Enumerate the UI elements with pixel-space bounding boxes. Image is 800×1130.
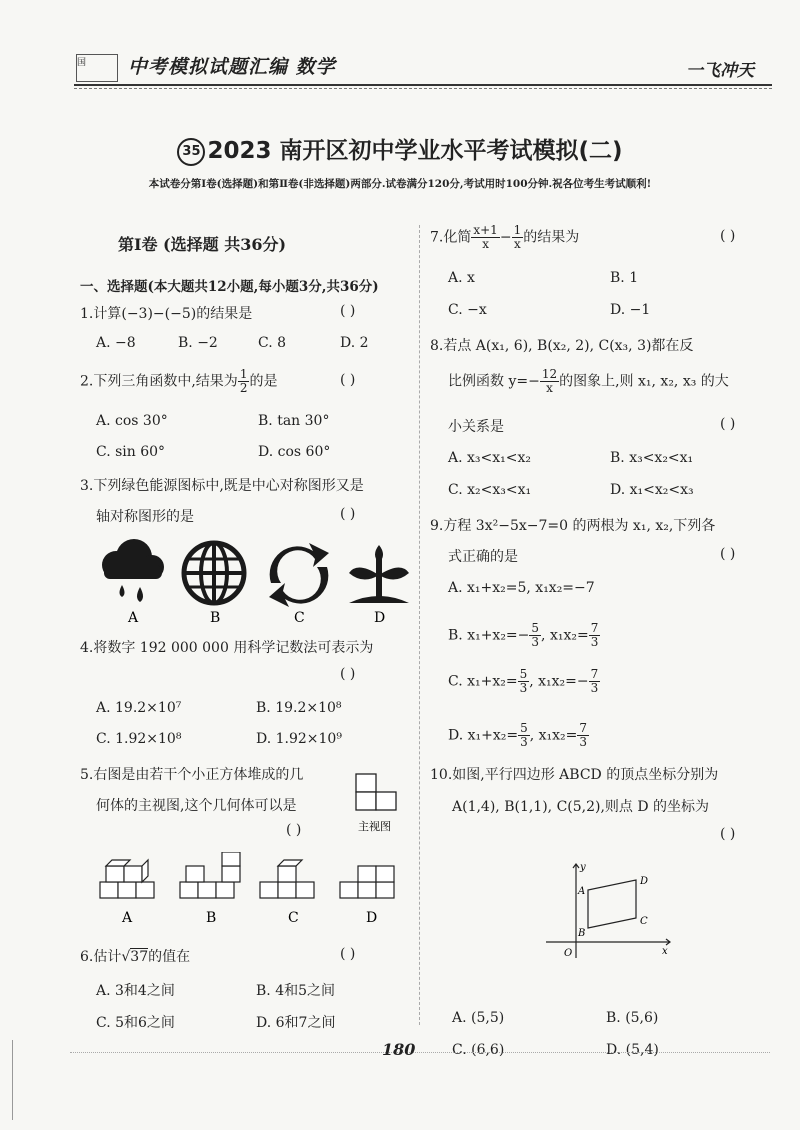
q9-c-mid: , x₁x₂=−: [529, 673, 589, 690]
axis-x-label: x: [662, 946, 668, 957]
q2-option-d: D. cos 60°: [258, 444, 331, 460]
exam-number-badge: 35: [177, 138, 205, 166]
q6-option-c: C. 5和6之间: [96, 1015, 175, 1031]
q1-option-b: B. −2: [178, 335, 218, 351]
part1-title: 第Ⅰ卷 (选择题 共36分): [118, 235, 287, 254]
q9-b-frac-1: [529, 622, 541, 649]
q6-stem-post: 的值在: [148, 949, 191, 965]
q2-option-c: C. sin 60°: [96, 444, 166, 460]
q9-stem-line2: 式正确的是: [448, 549, 518, 565]
parallelogram-abcd: [588, 880, 636, 928]
q9-b-f1-num: 5: [531, 621, 540, 635]
cloud-rain-icon: [102, 539, 164, 602]
q5-label-a: A: [122, 910, 133, 926]
q1-option-a: A. −8: [96, 335, 136, 351]
q8-stem2-post: 的图象上,则 x₁, x₂, x₃ 的大: [559, 373, 729, 390]
q1-option-d: D. 2: [340, 335, 369, 351]
section-heading: 一、选择题(本大题共12小题,每小题3分,共36分): [80, 279, 379, 295]
point-a-label: A: [578, 886, 586, 897]
q8-fraction: [540, 368, 559, 395]
q1-option-c: C. 8: [258, 335, 287, 351]
q9-d-frac-1: [518, 722, 530, 749]
q9-b-mid: , x₁x₂=: [541, 627, 589, 644]
q9-c-f1-num: 5: [519, 667, 528, 681]
q7-stem: [430, 224, 579, 251]
q6-option-d: D. 6和7之间: [256, 1015, 336, 1031]
q9-d-f1-num: 5: [520, 721, 528, 735]
q9-option-b: [448, 622, 600, 649]
q6-stem-pre: 6.估计: [80, 949, 122, 965]
q5-main-view-label: 主视图: [358, 820, 391, 833]
q5-main-view-figure: [352, 770, 408, 836]
q2-answer-paren: ( ): [340, 372, 356, 388]
q9-c-f2-num: 7: [590, 667, 599, 681]
header-rule-dashed: [74, 88, 772, 89]
q7-f1-den: x: [482, 237, 489, 251]
q2-fraction: [238, 368, 250, 395]
q9-b-f2-num: 7: [590, 621, 599, 635]
q5-solid-b: [180, 852, 240, 898]
q2-stem-pre: 2.下列三角函数中,结果为: [80, 373, 238, 390]
q9-b-pre: B. x₁+x₂=−: [448, 627, 530, 644]
q1-answer-paren: ( ): [340, 303, 356, 319]
page-number: 180: [382, 1040, 416, 1059]
q6-stem: 6.估计√37的值在: [80, 949, 191, 965]
q9-d-frac-2: [577, 722, 589, 749]
q5-stem-line1: 5.右图是由若干个小正方体堆成的几: [80, 767, 304, 783]
q8-option-b: B. x₃<x₂<x₁: [610, 450, 694, 466]
q9-b-f2-den: 3: [590, 635, 599, 649]
q8-answer-paren: ( ): [720, 416, 736, 432]
q10-option-d: D. (5,4): [606, 1042, 659, 1058]
q5-answer-paren: ( ): [286, 822, 302, 838]
q2-frac-num: 1: [239, 367, 248, 381]
binding-edge: [12, 1040, 13, 1120]
q4-option-a: A. 19.2×10⁷: [96, 700, 182, 716]
q4-answer-paren: ( ): [340, 666, 356, 682]
q9-c-pre: C. x₁+x₂=: [448, 673, 518, 690]
series-title: 中考模拟试题汇编 数学: [128, 56, 336, 78]
corner-text: 国: [77, 58, 87, 68]
q7-answer-paren: ( ): [720, 228, 736, 244]
q7-stem-post: 的结果为: [523, 229, 580, 246]
q5-solid-a: [100, 860, 154, 898]
q10-stem-line1: 10.如图,平行四边形 ABCD 的顶点坐标分别为: [430, 767, 719, 783]
q7-f2-den: x: [513, 237, 521, 251]
axis-y-label: y: [580, 862, 586, 873]
exam-title-text: 2023 南开区初中学业水平考试模拟(二): [207, 138, 623, 164]
q9-b-f1-den: 3: [531, 635, 540, 649]
q2-option-a: A. cos 30°: [96, 413, 168, 429]
q10-stem-line2: A(1,4), B(1,1), C(5,2),则点 D 的坐标为: [452, 799, 710, 815]
q8-stem-line2: [448, 368, 729, 395]
q7-f2-num: 1: [513, 223, 522, 237]
q9-answer-paren: ( ): [720, 546, 736, 562]
q3-answer-paren: ( ): [340, 506, 356, 522]
q9-stem-line1: 9.方程 3x²−5x−7=0 的两根为 x₁, x₂,下列各: [430, 518, 716, 534]
q7-option-a: A. x: [448, 270, 475, 286]
recycle-arrows-icon: [269, 543, 329, 607]
series-logo: 一飞冲天: [686, 61, 754, 81]
q5-stem-line2: 何体的主视图,这个几何体可以是: [96, 798, 297, 814]
point-b-label: B: [578, 928, 586, 939]
point-c-label: C: [640, 916, 648, 927]
q1-stem: 1.计算(−3)−(−5)的结果是: [80, 306, 253, 322]
q3-icons-figure: [94, 535, 424, 627]
sprout-icon: [349, 545, 409, 603]
q3-label-c: C: [294, 610, 305, 626]
q9-option-d: [448, 722, 589, 749]
q2-frac-den: 2: [239, 381, 248, 395]
q5-label-b: B: [206, 910, 217, 926]
q10-option-a: A. (5,5): [452, 1010, 505, 1026]
footer-rule: [70, 1052, 770, 1053]
q9-d-f2-den: 3: [579, 735, 588, 749]
q8-stem2-pre: 比例函数 y=−: [448, 373, 540, 390]
origin-label: O: [564, 948, 573, 959]
q9-d-pre: D. x₁+x₂=: [448, 727, 519, 744]
q9-d-mid: , x₁x₂=: [529, 727, 578, 744]
q2-stem-post: 的是: [249, 373, 278, 390]
header-rule: [74, 84, 772, 86]
q7-minus: −: [499, 229, 512, 246]
q6-option-b: B. 4和5之间: [256, 983, 336, 999]
q10-coordinate-figure: [538, 858, 678, 962]
q8-option-c: C. x₂<x₃<x₁: [448, 482, 532, 498]
q8-frac-den: x: [546, 381, 553, 395]
q5-label-d: D: [366, 910, 378, 926]
header-corner-box: [76, 54, 118, 82]
q7-f1-num: x+1: [473, 223, 498, 237]
q5-solid-c: [260, 860, 314, 898]
q7-option-c: C. −x: [448, 302, 487, 318]
q7-option-b: B. 1: [610, 270, 639, 286]
q3-stem-line2: 轴对称图形的是: [96, 509, 194, 525]
q9-c-f1-den: 3: [519, 681, 528, 695]
q8-option-d: D. x₁<x₂<x₃: [610, 482, 694, 498]
q2-option-b: B. tan 30°: [258, 413, 330, 429]
q3-label-d: D: [374, 610, 386, 626]
q5-solid-d: [340, 866, 394, 898]
q6-answer-paren: ( ): [340, 946, 356, 962]
q8-option-a: A. x₃<x₁<x₂: [448, 450, 531, 466]
q10-answer-paren: ( ): [720, 826, 736, 842]
q9-d-f1-den: 3: [520, 735, 528, 749]
q4-option-b: B. 19.2×10⁸: [256, 700, 342, 716]
q8-frac-num: 12: [541, 367, 558, 381]
q7-stem-pre: 7.化简: [430, 229, 472, 246]
q8-stem-line3: 小关系是: [448, 419, 504, 435]
q9-c-frac-1: [518, 668, 530, 695]
q6-radicand: 37: [130, 949, 149, 965]
exam-title: [0, 132, 800, 166]
q9-d-f2-num: 7: [579, 721, 588, 735]
q3-label-b: B: [210, 610, 221, 626]
q3-stem-line1: 3.下列绿色能源图标中,既是中心对称图形又是: [80, 478, 364, 494]
q9-b-frac-2: [589, 622, 601, 649]
q9-c-f2-den: 3: [590, 681, 599, 695]
q7-fraction-2: [512, 224, 524, 251]
q10-option-b: B. (5,6): [606, 1010, 659, 1026]
q10-option-c: C. (6,6): [452, 1042, 505, 1058]
globe-icon: [184, 543, 244, 603]
q7-fraction-1: [471, 224, 499, 251]
q4-option-d: D. 1.92×10⁹: [256, 731, 342, 747]
q6-option-a: A. 3和4之间: [96, 983, 175, 999]
point-d-label: D: [640, 876, 649, 887]
q4-stem: 4.将数字 192 000 000 用科学记数法可表示为: [80, 640, 374, 656]
q4-option-c: C. 1.92×10⁸: [96, 731, 182, 747]
q5-options-figure: [94, 852, 414, 932]
q8-stem-line1: 8.若点 A(x₁, 6), B(x₂, 2), C(x₃, 3)都在反: [430, 338, 694, 354]
q5-label-c: C: [288, 910, 299, 926]
q9-option-c: [448, 668, 600, 695]
q7-option-d: D. −1: [610, 302, 651, 318]
q9-option-a: A. x₁+x₂=5, x₁x₂=−7: [448, 580, 595, 596]
q2-stem: [80, 368, 277, 395]
q3-label-a: A: [128, 610, 139, 626]
exam-instructions: 本试卷分第Ⅰ卷(选择题)和第Ⅱ卷(非选择题)两部分.试卷满分120分,考试用时100分钟.祝各位考生考试顺利!: [148, 178, 652, 190]
q9-c-frac-2: [589, 668, 601, 695]
